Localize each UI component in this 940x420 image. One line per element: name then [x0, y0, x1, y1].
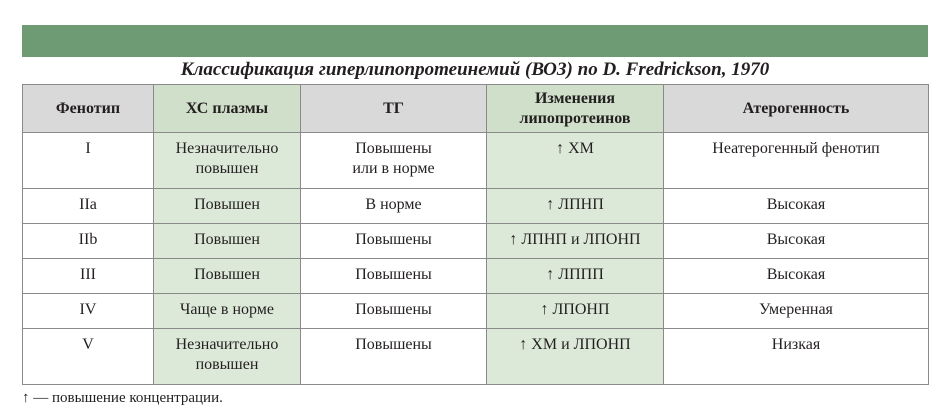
cell-cholesterol-line1: Незначительно — [175, 140, 279, 157]
cell-cholesterol-line2: повышен — [195, 160, 259, 177]
cell-atherogenicity: Высокая — [664, 189, 929, 224]
header-lipoproteins-line1: Изменения — [534, 89, 616, 107]
cell-atherogenicity: Низкая — [664, 329, 929, 385]
header-cholesterol: ХС плазмы — [154, 85, 301, 133]
cell-lipoproteins: ↑ ХМ и ЛПОНП — [487, 329, 664, 385]
cell-cholesterol-line2: повышен — [195, 356, 259, 373]
cell-phenotype: III — [23, 259, 154, 294]
cell-lipoproteins: ↑ ЛППП — [487, 259, 664, 294]
cell-atherogenicity: Умеренная — [664, 294, 929, 329]
cell-cholesterol: Повышен — [154, 259, 301, 294]
table-row — [23, 133, 929, 189]
cell-phenotype: IV — [23, 294, 154, 329]
table-caption: Классификация гиперлипопротеинемий (ВОЗ) по D. Fredrickson, 1970 — [180, 59, 770, 80]
cell-cholesterol — [154, 329, 301, 385]
footnote: ↑ — повышение концентрации. — [22, 390, 223, 406]
cell-phenotype: IIb — [23, 224, 154, 259]
cell-tg: Повышены — [301, 294, 487, 329]
cell-cholesterol — [154, 133, 301, 189]
cell-phenotype: V — [23, 329, 154, 385]
cell-tg-line2: или в норме — [352, 160, 435, 177]
header-atherogenicity: Атерогенность — [664, 85, 929, 133]
cell-tg: Повышены — [301, 259, 487, 294]
header-color-bar — [22, 25, 928, 57]
cell-cholesterol: Повышен — [154, 224, 301, 259]
cell-atherogenicity: Неатерогенный фенотип — [664, 133, 929, 189]
cell-cholesterol: Чаще в норме — [154, 294, 301, 329]
header-lipoproteins — [487, 85, 664, 133]
cell-cholesterol-line1: Незначительно — [175, 336, 279, 353]
classification-table — [22, 84, 929, 385]
table-row — [23, 329, 929, 385]
cell-atherogenicity: Высокая — [664, 259, 929, 294]
cell-tg — [301, 133, 487, 189]
cell-tg-line1: Повышены — [355, 140, 432, 157]
table-row — [23, 189, 929, 224]
cell-lipoproteins: ↑ ЛПНП — [487, 189, 664, 224]
header-lipoproteins-line2: липопротеинов — [519, 109, 631, 127]
cell-phenotype: I — [23, 133, 154, 189]
cell-lipoproteins: ↑ ХМ — [487, 133, 664, 189]
cell-phenotype: IIa — [23, 189, 154, 224]
cell-tg: В норме — [301, 189, 487, 224]
cell-cholesterol: Повышен — [154, 189, 301, 224]
cell-tg: Повышены — [301, 329, 487, 385]
cell-lipoproteins: ↑ ЛПНП и ЛПОНП — [487, 224, 664, 259]
header-tg: ТГ — [301, 85, 487, 133]
table-row — [23, 259, 929, 294]
cell-tg: Повышены — [301, 224, 487, 259]
header-phenotype: Фенотип — [23, 85, 154, 133]
table-row — [23, 224, 929, 259]
table-row — [23, 294, 929, 329]
cell-atherogenicity: Высокая — [664, 224, 929, 259]
header-row — [23, 85, 929, 133]
cell-lipoproteins: ↑ ЛПОНП — [487, 294, 664, 329]
